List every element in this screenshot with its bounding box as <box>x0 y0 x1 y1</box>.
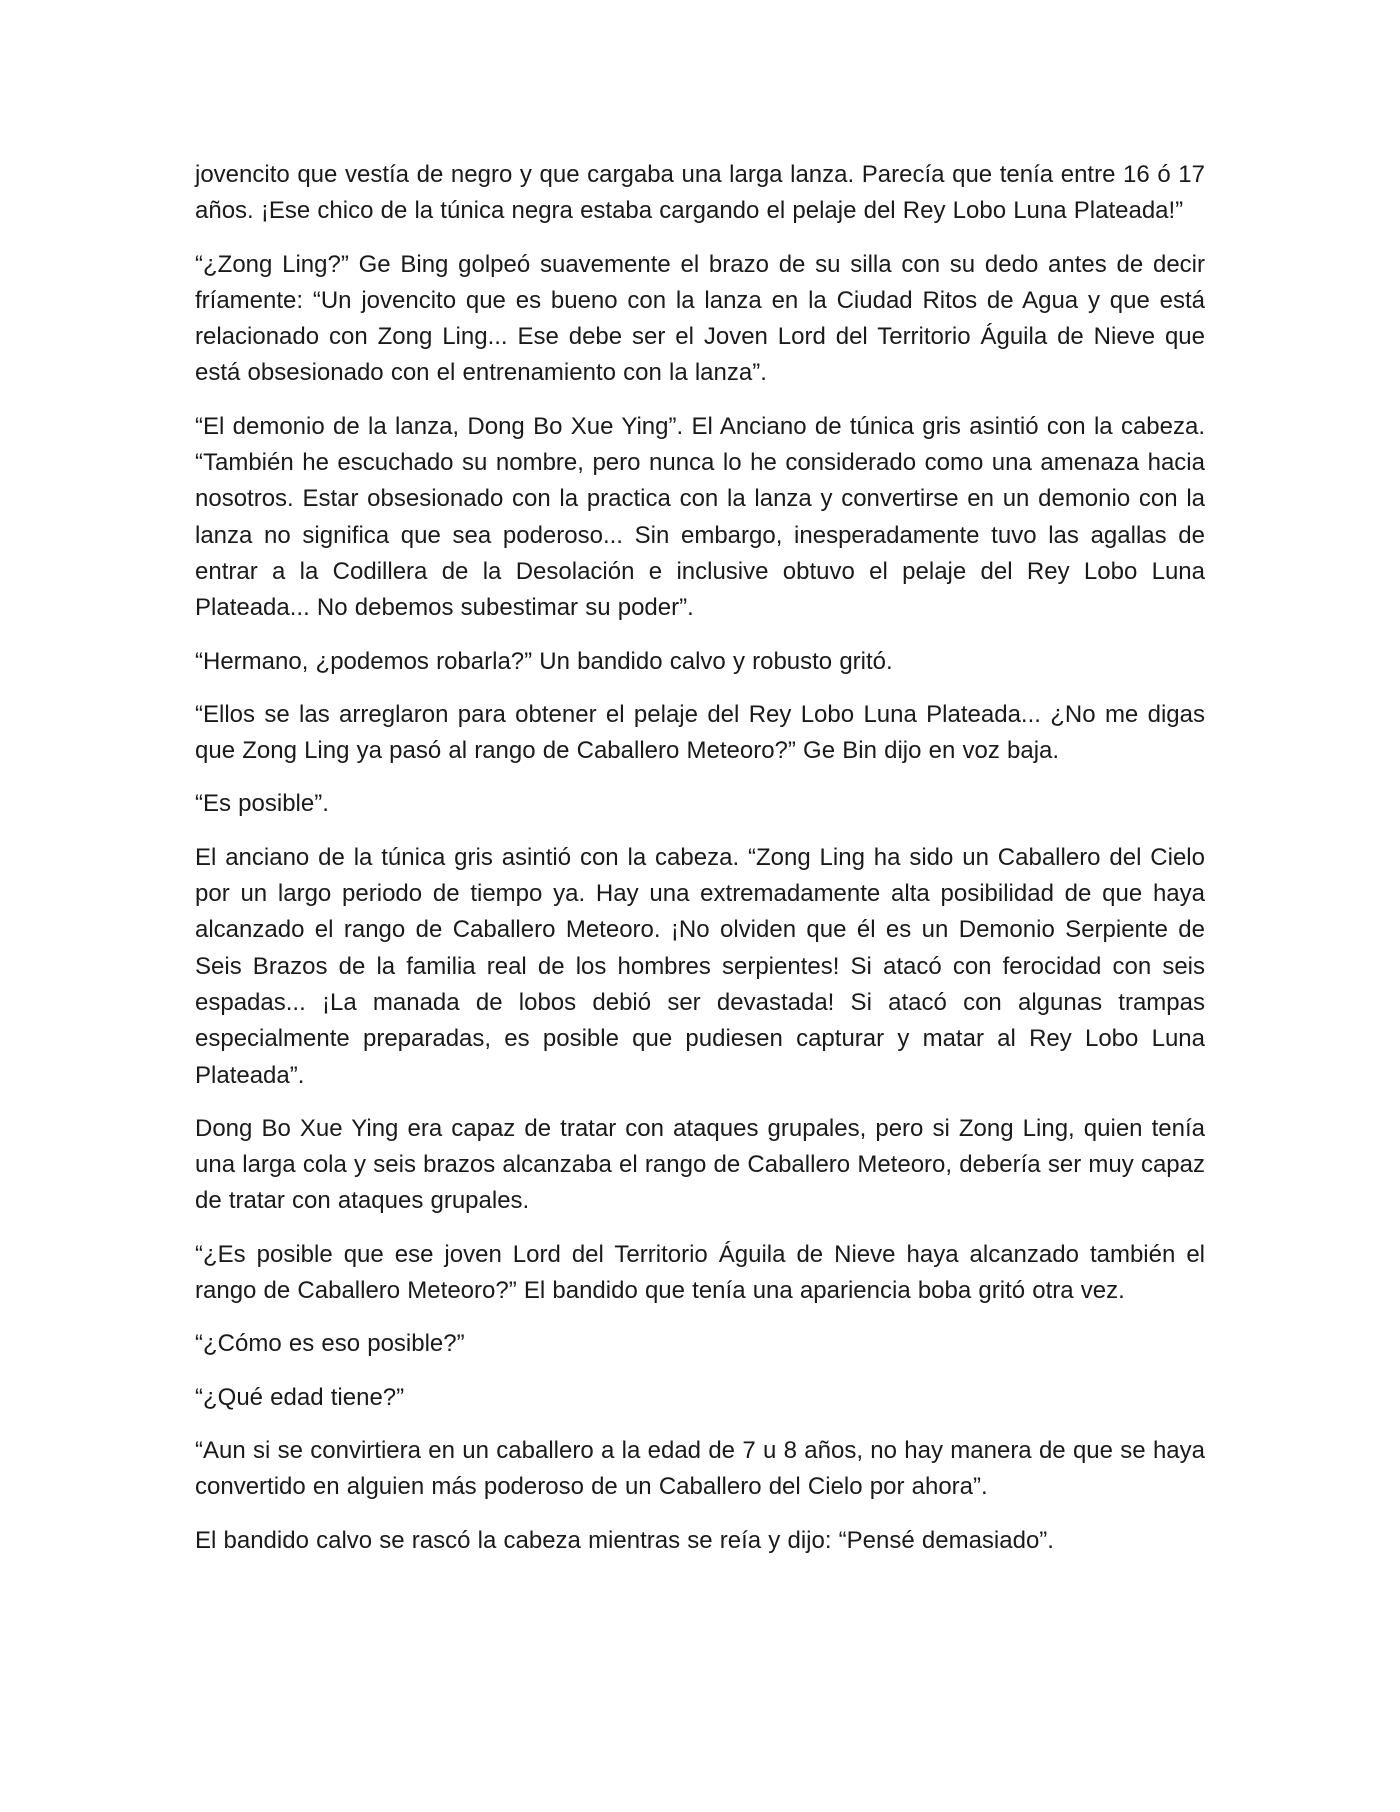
paragraph: jovencito que vestía de negro y que cargaba una larga lanza. Parecía que tenía entre 16 ó 17 años. ¡Ese chico de la túnica negra estaba cargando el pelaje del Rey Lobo Luna Plateada!” <box>195 161 1205 225</box>
paragraph: “Ellos se las arreglaron para obtener el pelaje del Rey Lobo Luna Plateada... ¿No me digas que Zong Ling ya pasó al rango de Caballero Meteoro?” Ge Bin dijo en voz baja. <box>195 700 1205 765</box>
paragraph: “¿Cómo es eso posible?” <box>195 1330 465 1358</box>
paragraph: “¿Es posible que ese joven Lord del Territorio Águila de Nieve haya alcanzado también el rango de Caballero Meteoro?” El bandido que tenía una apariencia boba gritó otra vez. <box>195 1240 1205 1305</box>
paragraph: “¿Zong Ling?” Ge Bing golpeó suavemente el brazo de su silla con su dedo antes de decir fríamente: “Un jovencito que es bueno con la lanza en la Ciudad Ritos de Agua y que está relacionado con Zong Ling... Ese debe ser el Joven Lord del Territorio Águila de Nieve que está obsesionado con el entrenamiento con la lanza”. <box>195 250 1205 387</box>
paragraph: “El demonio de la lanza, Dong Bo Xue Ying”. El Anciano de túnica gris asintió con la cabeza. “También he escuchado su nombre, pero nunca lo he considerado como una amenaza hacia nosotros. Estar obsesionado con la practica con la lanza y convertirse en un demonio con la lanza no significa que sea poderoso... Sin embargo, inesperadamente tuvo las agallas de entrar a la Codillera de la Desolación e inclusive obtuvo el pelaje del Rey Lobo Luna Plateada... No debemos subestimar su poder”. <box>195 412 1205 622</box>
paragraph: El bandido calvo se rascó la cabeza mientras se reía y dijo: “Pensé demasiado”. <box>195 1526 1054 1554</box>
paragraph: “Es posible”. <box>195 790 329 818</box>
paragraph: El anciano de la túnica gris asintió con la cabeza. “Zong Ling ha sido un Caballero del Cielo por un largo periodo de tiempo ya. Hay una extremadamente alta posibilidad de que haya alcanzado el rango de Caballero Meteoro. ¡No olviden que él es un Demonio Serpiente de Seis Brazos de la familia real de los hombres serpientes! Si atacó con ferocidad con seis espadas... ¡La manada de lobos debió ser devastada! Si atacó con algunas trampas especialmente preparadas, es posible que pudiesen capturar y matar al Rey Lobo Luna Plateada”. <box>195 843 1205 1089</box>
paragraph: “¿Qué edad tiene?” <box>195 1383 405 1411</box>
paragraph: “Aun si se convirtiera en un caballero a la edad de 7 u 8 años, no hay manera de que se haya convertido en alguien más poderoso de un Caballero del Cielo por ahora”. <box>195 1436 1205 1501</box>
paragraph: “Hermano, ¿podemos robarla?” Un bandido calvo y robusto gritó. <box>195 647 893 675</box>
paragraph: Dong Bo Xue Ying era capaz de tratar con ataques grupales, pero si Zong Ling, quien tenía una larga cola y seis brazos alcanzaba el rango de Caballero Meteoro, debería ser muy capaz de tratar con ataques grupales. <box>195 1114 1205 1215</box>
